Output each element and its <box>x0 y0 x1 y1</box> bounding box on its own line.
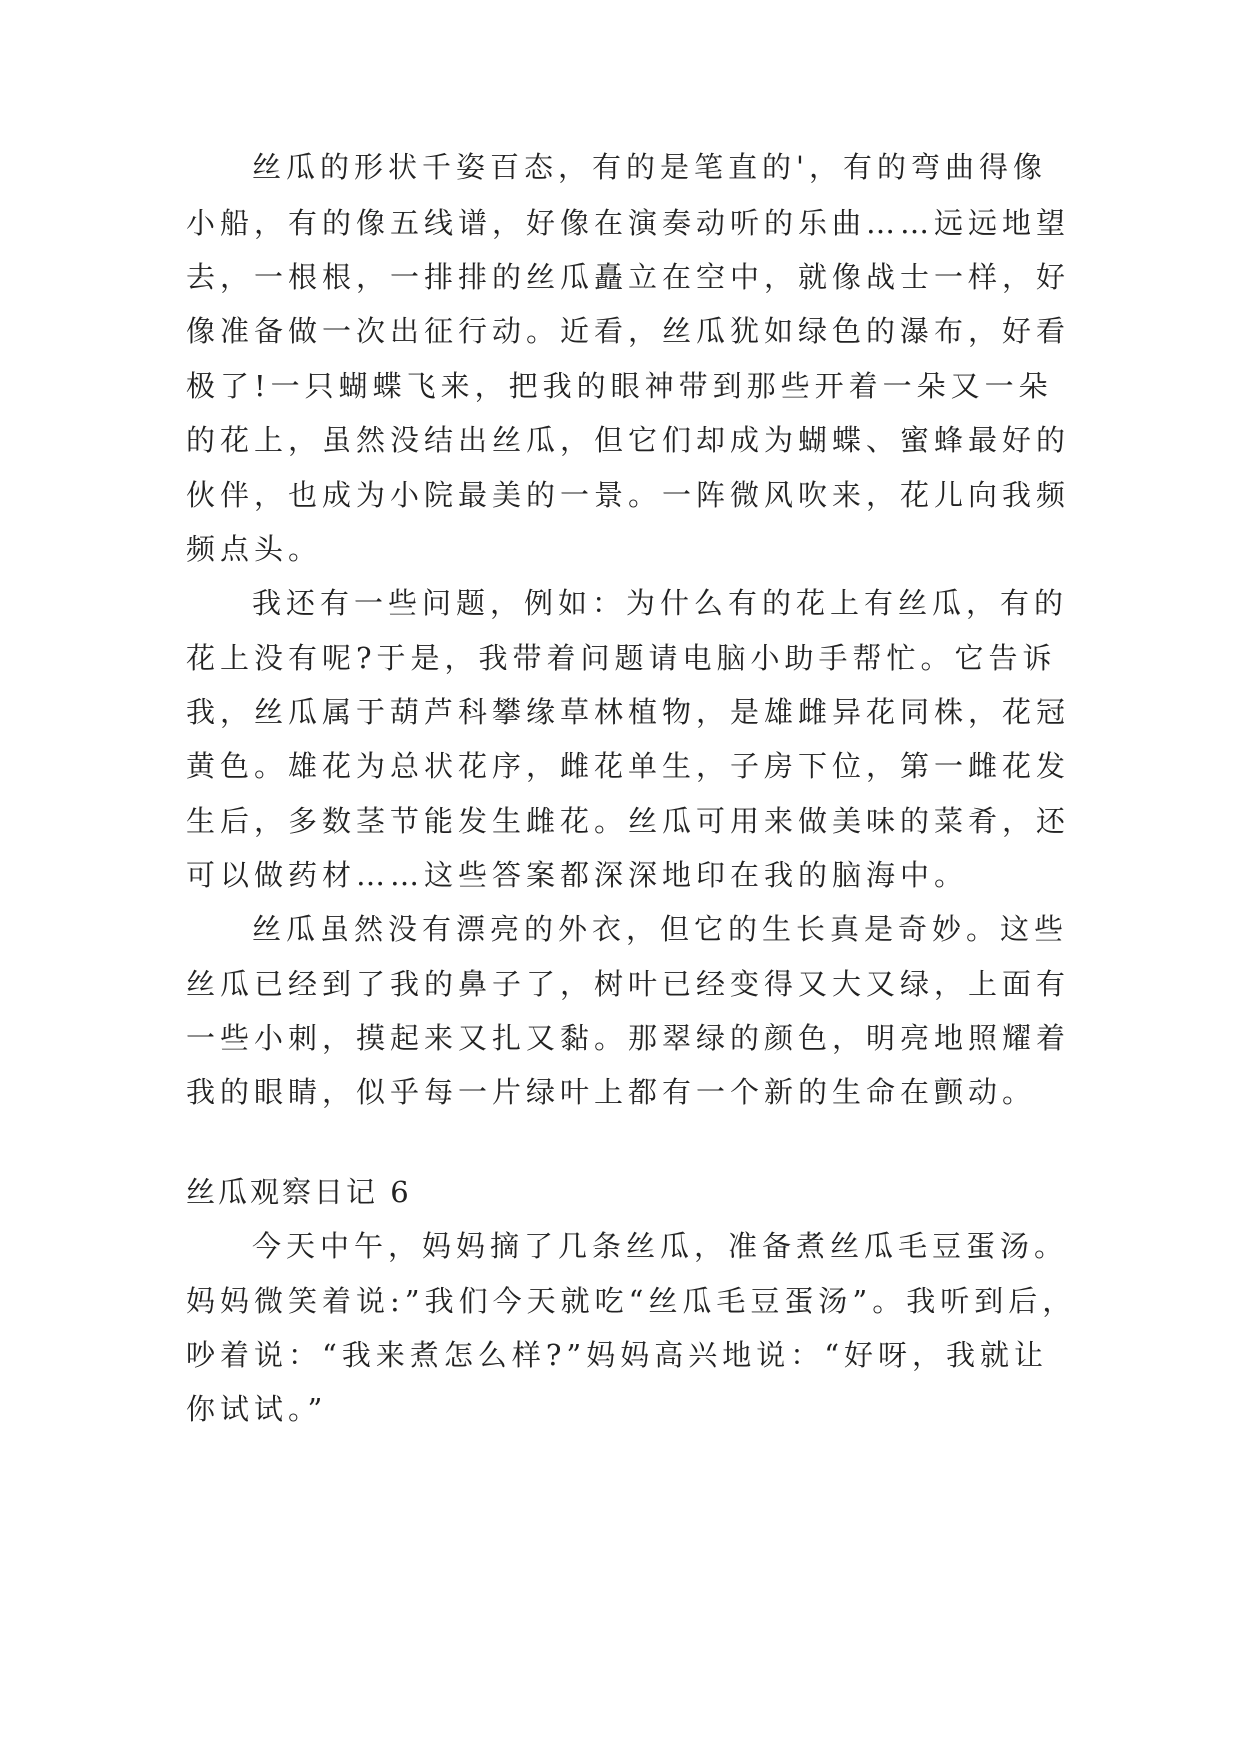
paragraph-3-line-4: 我的眼睛，似乎每一片绿叶上都有一个新的生命在颤动。 <box>186 1075 1037 1109</box>
paragraph-4-line-2: 妈妈微笑着说:”我们今天就吃“丝瓜毛豆蛋汤”。我听到后， <box>186 1284 1077 1318</box>
paragraph-2-line-6: 可以做药材……这些答案都深深地印在我的脑海中。 <box>186 858 969 892</box>
paragraph-1-line-1: 丝瓜的形状千姿百态，有的是笔直的'，有的弯曲得像 <box>252 150 1047 184</box>
paragraph-1-line-3: 去，一根根，一排排的丝瓜矗立在空中，就像战士一样，好 <box>186 260 1071 294</box>
paragraph-2-line-1: 我还有一些问题，例如：为什么有的花上有丝瓜，有的 <box>252 586 1069 620</box>
paragraph-2-line-2: 花上没有呢?于是，我带着问题请电脑小助手帮忙。它告诉 <box>186 641 1057 675</box>
section-heading: 丝瓜观察日记 6 <box>186 1175 412 1209</box>
paragraph-1-line-7: 伙伴，也成为小院最美的一景。一阵微风吹来，花儿向我频 <box>186 478 1071 512</box>
paragraph-1-line-8: 频点头。 <box>186 532 323 566</box>
paragraph-2-line-5: 生后，多数茎节能发生雌花。丝瓜可用来做美味的菜肴，还 <box>186 804 1071 838</box>
paragraph-3-line-1: 丝瓜虽然没有漂亮的外衣，但它的生长真是奇妙。这些 <box>252 912 1069 946</box>
paragraph-1-line-4: 像准备做一次出征行动。近看，丝瓜犹如绿色的瀑布，好看 <box>186 314 1071 348</box>
paragraph-4-line-3: 吵着说：“我来煮怎么样?”妈妈高兴地说：“好呀，我就让 <box>186 1338 1049 1372</box>
paragraph-4-line-1: 今天中午，妈妈摘了几条丝瓜，准备煮丝瓜毛豆蛋汤。 <box>252 1229 1069 1263</box>
paragraph-3-line-3: 一些小刺，摸起来又扎又黏。那翠绿的颜色，明亮地照耀着 <box>186 1021 1071 1055</box>
paragraph-2-line-4: 黄色。雄花为总状花序，雌花单生，子房下位，第一雌花发 <box>186 749 1071 783</box>
paragraph-1-line-5: 极了!一只蝴蝶飞来，把我的眼神带到那些开着一朵又一朵 <box>186 369 1053 403</box>
paragraph-1-line-6: 的花上，虽然没结出丝瓜，但它们却成为蝴蝶、蜜蜂最好的 <box>186 423 1071 457</box>
paragraph-4-line-4: 你试试。” <box>186 1392 328 1426</box>
paragraph-3-line-2: 丝瓜已经到了我的鼻子了，树叶已经变得又大又绿，上面有 <box>186 967 1071 1001</box>
paragraph-1-line-2: 小船，有的像五线谱，好像在演奏动听的乐曲……远远地望 <box>186 206 1071 240</box>
paragraph-2-line-3: 我，丝瓜属于葫芦科攀缘草林植物，是雄雌异花同株，花冠 <box>186 695 1071 729</box>
